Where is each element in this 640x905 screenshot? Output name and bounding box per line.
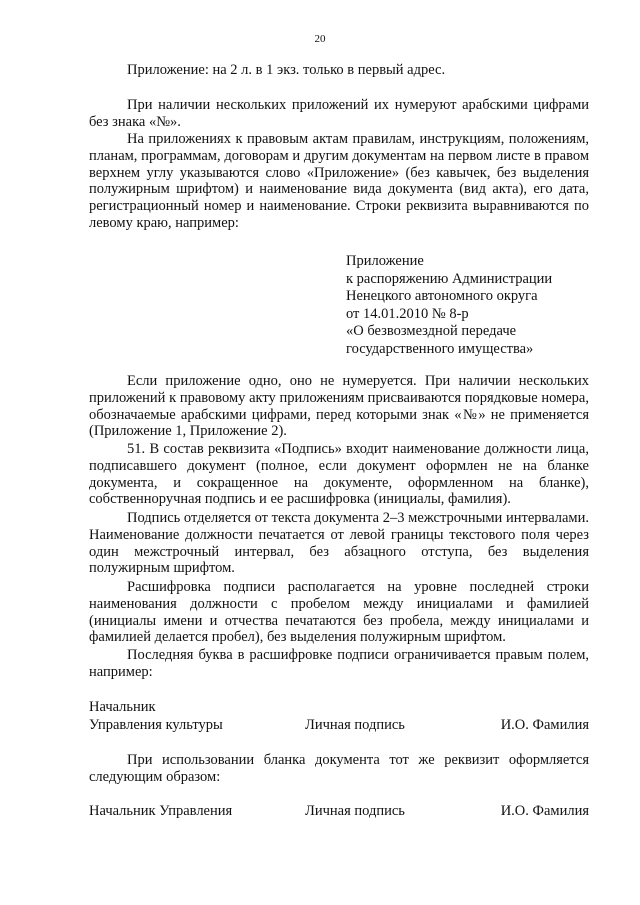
signature-name: И.О. Фамилия xyxy=(500,803,589,819)
attachment-note: Приложение: на 2 л. в 1 экз. только в первый адрес. xyxy=(127,62,446,78)
paragraph-letterhead-usage: При использовании бланка документа тот же реквизит оформляется следующим образом: xyxy=(89,752,589,785)
signature-position-line: Управления культуры xyxy=(89,717,223,733)
attachment-example-line: Приложение xyxy=(346,253,424,269)
paragraph-signature-spacing: Подпись отделяется от текста документа 2–3 межстрочными интервалами. Наименование должности печатается от левой границы текстового поля через один межстрочный интервал, без абзацного отступа, без выделения полужирным шрифтом. xyxy=(89,510,589,577)
attachment-example-line: государственного имущества» xyxy=(346,340,534,357)
paragraph-section-51: 51. В состав реквизита «Подпись» входит наименование должности лица, подписавшего документ (полное, если документ оформлен не на бланке документа, и сокращенное на документе, оформленном на бланке), собственноручная подпись и ее расшифровка (инициалы, фамилия). xyxy=(89,441,589,508)
attachment-example-line: Ненецкого автономного округа xyxy=(346,288,538,305)
attachment-example-line: к распоряжению Администрации xyxy=(346,270,553,287)
signature-example-1 xyxy=(89,699,589,735)
signature-position-line: Начальник xyxy=(89,699,156,715)
paragraph-right-margin: Последняя буква в расшифровке подписи ограничивается правым полем, например: xyxy=(89,647,589,680)
attachment-example-line: «О безвозмездной передаче xyxy=(346,323,517,340)
attachment-example-line: от 14.01.2010 № 8-р xyxy=(346,305,469,322)
paragraph-signature-decoding: Расшифровка подписи располагается на уровне последней строки наименования должности с пробелом между инициалами и фамилией (инициалы имени и отчества печатаются без пробела, между инициалами и фамилией делается пробел), без выделения полужирным шрифтом. xyxy=(89,579,589,646)
paragraph-multiple-attachments: При наличии нескольких приложений их нумеруют арабскими цифрами без знака «№». xyxy=(89,97,589,130)
paragraph-attachment-rules: На приложениях к правовым актам правилам, инструкциям, положениям, планам, программам, договорам и другим документам на первом листе в правом верхнем углу указываются слово «Приложение» (без кавычек, без выделения полужирным шрифтом) и наименование вида документа (вид акта), его дата, регистрационный номер и наименование. Строки реквизита выравниваются по левому краю, например: xyxy=(89,131,589,231)
signature-name: И.О. Фамилия xyxy=(500,717,589,733)
signature-position: Начальник Управления xyxy=(89,803,233,819)
signature-personal: Личная подпись xyxy=(305,717,405,733)
page-number: 20 xyxy=(314,33,326,45)
signature-example-2 xyxy=(89,803,589,821)
signature-personal: Личная подпись xyxy=(305,803,405,819)
paragraph-single-attachment: Если приложение одно, оно не нумеруется. При наличии нескольких приложений к правовому акту приложениям присваиваются порядковые номера, обозначаемые арабскими цифрами, перед которыми знак «№» не применяется (Приложение 1, Приложение 2). xyxy=(89,373,589,440)
attachment-example-block xyxy=(346,253,606,359)
